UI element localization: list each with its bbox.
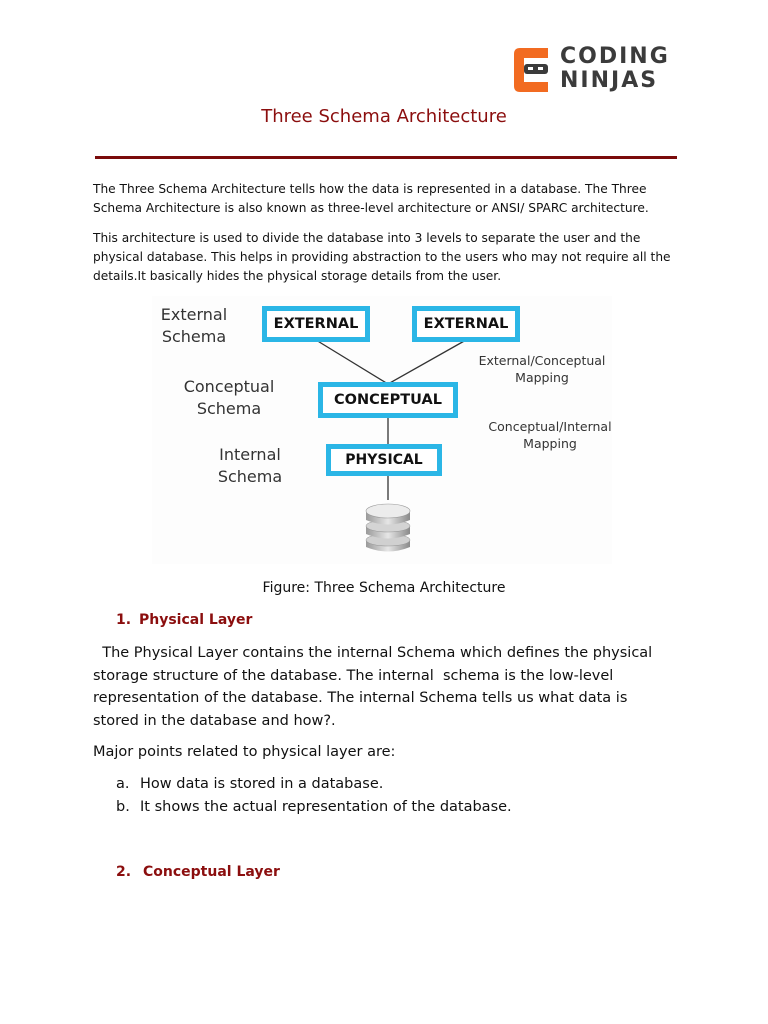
ninja-logo-icon <box>510 46 554 94</box>
intro-paragraph-1: The Three Schema Architecture tells how the data is represented in a database. The Three Schema Architecture is also known as three-level architecture or ANSI/ SPARC architecture. <box>93 182 649 215</box>
level-label-internal: Internal Schema <box>217 445 283 486</box>
list-text: How data is stored in a database. <box>140 776 384 792</box>
section-1-points-intro: Major points related to physical layer are: <box>93 744 396 760</box>
level-label-conceptual: Conceptual Schema <box>183 377 275 418</box>
list-text: It shows the actual representation of the database. <box>140 799 512 815</box>
section-1-body: The Physical Layer contains the internal Schema which defines the physical storage structure of the database. The internal schema is the low-level representation of the database. The internal Schema tells us what data is stored in the database and how?. <box>93 645 657 729</box>
physical-box: PHYSICAL <box>326 444 442 476</box>
coding-ninjas-logo <box>510 44 680 100</box>
section-1-points <box>116 773 512 819</box>
logo-word-ninjas: NINJAS <box>560 68 659 93</box>
page-title: Three Schema Architecture <box>261 106 507 127</box>
list-marker: b. <box>116 799 130 815</box>
logo-word-coding: CODING <box>560 44 670 69</box>
database-icon <box>363 500 413 554</box>
section-1-heading: Physical Layer <box>139 612 253 628</box>
section-2-heading: Conceptual Layer <box>143 864 280 880</box>
intro-paragraph-2: This architecture is used to divide the database into 3 levels to separate the user and the physical database. This helps in providing abstraction to the users who may not require all the details.It basically hides the physical storage details from the user. <box>93 231 671 283</box>
external-box-right: EXTERNAL <box>412 306 520 342</box>
list-item <box>116 796 512 819</box>
three-schema-diagram <box>152 296 612 564</box>
mapping-label-external-conceptual: External/Conceptual Mapping <box>478 353 606 385</box>
section-2-number: 2. <box>116 864 132 880</box>
mapping-label-conceptual-internal: Conceptual/Internal Mapping <box>488 419 612 451</box>
conceptual-box: CONCEPTUAL <box>318 382 458 418</box>
section-1-number: 1. <box>116 612 132 628</box>
list-item <box>116 773 512 796</box>
level-label-external: External Schema <box>160 305 228 346</box>
figure-caption: Figure: Three Schema Architecture <box>262 580 506 596</box>
title-divider <box>95 156 677 159</box>
external-box-left: EXTERNAL <box>262 306 370 342</box>
list-marker: a. <box>116 776 130 792</box>
